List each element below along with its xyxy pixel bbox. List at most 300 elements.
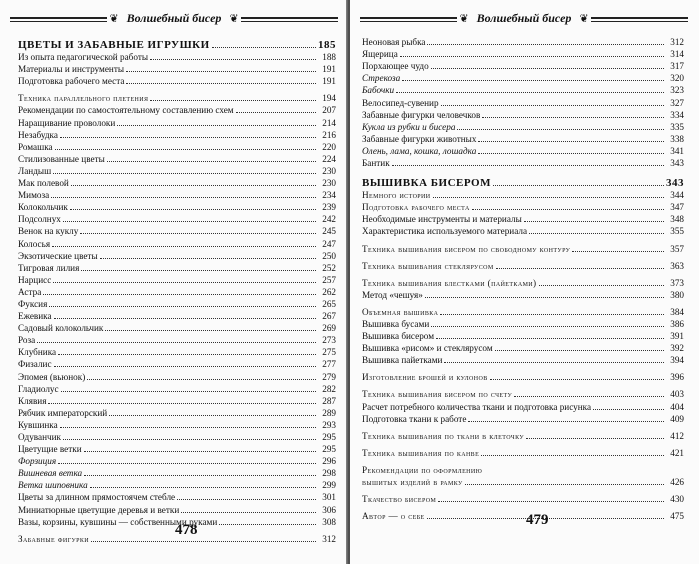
toc-leader-dots	[150, 59, 316, 60]
toc-entry	[362, 224, 684, 236]
toc-leader-dots	[514, 396, 664, 397]
toc-entry-title: Экзотические цветы	[18, 250, 98, 261]
toc-entry-title: Ткачество бисером	[362, 494, 437, 505]
toc-entry-page: 347	[670, 202, 684, 213]
header-ornament-icon: ❦	[109, 12, 119, 25]
toc-entry-page: 269	[322, 323, 336, 334]
toc-leader-dots	[126, 83, 316, 84]
toc-entry-page: 306	[322, 504, 336, 515]
toc-entry-page: 327	[670, 97, 684, 108]
toc-entry	[18, 273, 336, 285]
toc-entry-page: 343	[670, 158, 684, 169]
toc-entry	[362, 288, 684, 300]
toc-entry-page: 317	[670, 61, 684, 72]
toc-leader-dots	[80, 233, 316, 234]
toc-entry-title: Наращивание проволоки	[18, 117, 116, 128]
toc-entry-page: 404	[670, 401, 684, 412]
toc-entry-page: 277	[322, 359, 336, 370]
toc-entry-page: 282	[322, 383, 336, 394]
toc-entry-page: 273	[322, 335, 336, 346]
toc-entry-page: 380	[670, 289, 684, 300]
toc-entry-title: Миниатюрные цветущие деревья и ветки	[18, 504, 180, 515]
toc-entry	[362, 95, 684, 107]
toc-entry	[18, 297, 336, 309]
toc-entry-title: Эпомея (вьюнок)	[18, 371, 86, 382]
toc-entry	[18, 382, 336, 394]
toc-leader-dots	[436, 338, 664, 339]
toc-entry-title: Ветка шиповника	[18, 480, 88, 491]
toc-entry	[362, 492, 684, 504]
toc-entry-page: 314	[670, 49, 684, 60]
toc-entry-page: 257	[322, 274, 336, 285]
toc-entry	[362, 429, 684, 441]
toc-entry-page: 386	[670, 318, 684, 329]
toc-entry-page: 191	[322, 76, 336, 87]
toc-entry	[18, 103, 336, 115]
toc-entry-title: Астра	[18, 286, 42, 297]
toc-entry	[18, 91, 336, 103]
toc-leader-dots	[526, 438, 664, 439]
toc-entry-page: 299	[322, 480, 336, 491]
toc-leader-dots	[478, 141, 664, 142]
toc-leader-dots	[493, 185, 664, 186]
toc-entry	[18, 490, 336, 502]
toc-entry-title: Кукла из рубки и бисера	[362, 121, 456, 132]
toc-entry-title: Мак полевой	[18, 178, 69, 189]
toc-entry-title: Мимоза	[18, 190, 50, 201]
toc-entry-page: 247	[322, 238, 336, 249]
toc-entry	[18, 249, 336, 261]
toc-leader-dots	[43, 294, 316, 295]
left-page-number: 478	[175, 522, 198, 538]
toc-entry-page: 421	[670, 447, 684, 458]
toc-entry-title: Фуксия	[18, 298, 48, 309]
toc-entry	[18, 212, 336, 224]
toc-entry	[362, 305, 684, 317]
toc-entry-title: Рябчик императорский	[18, 407, 108, 418]
toc-leader-dots	[109, 415, 316, 416]
toc-entry	[18, 502, 336, 514]
toc-entry-title: Незабудка	[18, 129, 58, 140]
right-toc-list	[362, 35, 684, 521]
toc-entry-title: ВЫШИВКА БИСЕРОМ	[362, 177, 491, 190]
toc-entry-page: 207	[322, 105, 336, 116]
toc-entry-title: Нарцисс	[18, 274, 52, 285]
toc-entry-page: 296	[322, 456, 336, 467]
toc-entry-page: 185	[318, 39, 336, 51]
toc-entry-page: 242	[322, 214, 336, 225]
toc-leader-dots	[495, 350, 664, 351]
toc-leader-dots	[181, 512, 316, 513]
toc-entry	[362, 188, 684, 200]
toc-entry	[18, 369, 336, 381]
toc-entry-page: 334	[670, 109, 684, 120]
toc-leader-dots	[472, 209, 664, 210]
toc-entry-page: 323	[670, 85, 684, 96]
toc-leader-dots	[212, 47, 316, 48]
toc-leader-dots	[396, 92, 664, 93]
toc-entry-page: 344	[670, 190, 684, 201]
toc-leader-dots	[431, 68, 664, 69]
toc-entry	[362, 446, 684, 458]
toc-leader-dots	[150, 100, 316, 101]
toc-entry-page: 409	[670, 413, 684, 424]
toc-entry-page: 426	[670, 477, 684, 487]
toc-entry-title: Вышивка бусами	[362, 318, 430, 329]
toc-entry-title: Ежевика	[18, 311, 52, 322]
toc-leader-dots	[438, 501, 664, 502]
toc-entry-page: 363	[670, 260, 684, 271]
toc-entry	[362, 475, 684, 487]
toc-leader-dots	[63, 221, 316, 222]
toc-entry-page: 239	[322, 202, 336, 213]
toc-entry	[362, 353, 684, 365]
toc-entry-page: 295	[322, 432, 336, 442]
toc-entry	[18, 430, 336, 442]
toc-entry-page: 475	[670, 511, 684, 522]
header-rule-left	[10, 17, 107, 19]
toc-leader-dots	[572, 251, 664, 252]
toc-entry	[362, 509, 684, 521]
toc-entry-title: Характеристика используемого материала	[362, 226, 528, 237]
right-running-header	[360, 10, 688, 26]
toc-leader-dots	[51, 197, 316, 198]
toc-entry-page: 250	[322, 250, 336, 261]
toc-entry	[362, 144, 684, 156]
toc-entry-title: Вишневая ветка	[18, 468, 83, 479]
toc-entry-title: Бабочки	[362, 85, 395, 96]
toc-entry	[18, 140, 336, 152]
toc-entry-page: 230	[322, 178, 336, 189]
toc-entry	[362, 399, 684, 411]
toc-entry-title: Расчет потребного количества ткани и подготовка рисунка	[362, 401, 592, 412]
toc-entry-title: Рекомендации по оформлению	[362, 464, 483, 475]
toc-entry	[18, 333, 336, 345]
toc-leader-dots	[53, 173, 316, 174]
toc-entry-page: 234	[322, 190, 336, 201]
header-ornament-icon: ❦	[229, 12, 239, 25]
toc-entry	[18, 285, 336, 297]
toc-leader-dots	[431, 326, 664, 327]
toc-entry-title: Цветы за длинном прямостоячем стебле	[18, 492, 176, 503]
toc-entry-page: 357	[670, 243, 684, 254]
toc-entry-title: Колосья	[18, 238, 51, 249]
toc-entry-page: 412	[670, 430, 684, 441]
toc-leader-dots	[48, 403, 316, 404]
toc-entry-page: 341	[670, 145, 684, 156]
toc-entry	[18, 261, 336, 273]
toc-entry	[18, 115, 336, 127]
toc-leader-dots	[90, 487, 316, 488]
toc-entry-page: 312	[670, 37, 684, 48]
header-rule-right	[591, 17, 688, 19]
toc-entry	[18, 62, 336, 74]
toc-entry-title: Подготовка рабочего места	[18, 76, 125, 87]
toc-entry-page: 267	[322, 311, 336, 322]
toc-leader-dots	[55, 149, 316, 150]
toc-leader-dots	[105, 330, 316, 331]
left-page	[0, 0, 349, 564]
toc-entry-page: 308	[322, 516, 336, 527]
toc-entry-title: Физалис	[18, 359, 52, 370]
toc-entry-page: 394	[670, 355, 684, 366]
toc-leader-dots	[37, 342, 316, 343]
toc-leader-dots	[60, 137, 316, 138]
toc-leader-dots	[177, 499, 316, 500]
toc-entry	[362, 276, 684, 288]
toc-entry-page: 188	[322, 52, 336, 63]
toc-entry-page: 312	[322, 533, 336, 544]
toc-leader-dots	[117, 125, 316, 126]
left-running-header	[10, 10, 338, 26]
toc-entry	[362, 200, 684, 212]
toc-entry-title: вышитых изделий в рамку	[362, 477, 463, 487]
toc-entry-title: Одуванчик	[18, 432, 61, 442]
left-toc-list	[18, 35, 336, 544]
right-page	[350, 0, 699, 564]
toc-entry-title: Велосипед-сувенир	[362, 97, 439, 108]
toc-leader-dots	[539, 285, 665, 286]
toc-leader-dots	[49, 306, 316, 307]
toc-entry	[18, 128, 336, 140]
toc-entry-page: 430	[670, 494, 684, 505]
toc-entry-title: Кувшинка	[18, 419, 58, 430]
toc-entry	[18, 152, 336, 164]
toc-entry	[18, 200, 336, 212]
toc-leader-dots	[81, 270, 316, 271]
toc-entry	[18, 478, 336, 490]
toc-leader-dots	[52, 246, 316, 247]
toc-entry-title: Рекомендации по самостоятельному составлению схем	[18, 105, 234, 116]
toc-entry-title: Ящерица	[362, 49, 398, 60]
toc-entry	[362, 212, 684, 224]
header-title: Волшебный бисер	[126, 10, 222, 25]
toc-leader-dots	[496, 268, 664, 269]
toc-leader-dots	[482, 117, 664, 118]
toc-leader-dots	[593, 409, 664, 410]
toc-leader-dots	[425, 297, 664, 298]
toc-entry	[18, 418, 336, 430]
toc-entry-page: 343	[666, 177, 684, 190]
toc-entry-title: Венок на куклу	[18, 226, 79, 237]
toc-entry	[18, 442, 336, 454]
toc-leader-dots	[400, 56, 664, 57]
toc-leader-dots	[490, 379, 664, 380]
toc-leader-dots	[54, 366, 316, 367]
toc-entry-title: Ромашка	[18, 141, 53, 152]
toc-leader-dots	[60, 427, 316, 428]
toc-entry-title: Неоновая рыбка	[362, 37, 426, 48]
toc-entry-title: ЦВЕТЫ И ЗАБАВНЫЕ ИГРУШКИ	[18, 39, 210, 51]
toc-entry-page: 403	[670, 389, 684, 400]
toc-leader-dots	[71, 185, 316, 186]
toc-entry	[18, 321, 336, 333]
toc-leader-dots	[433, 197, 664, 198]
toc-leader-dots	[91, 541, 316, 542]
toc-entry-page: 338	[670, 133, 684, 144]
toc-leader-dots	[61, 391, 316, 392]
toc-entry-title: Техника вышивания бисером по счету	[362, 389, 513, 400]
toc-leader-dots	[524, 221, 664, 222]
toc-entry-page: 396	[670, 372, 684, 383]
toc-entry-title: Садовый колокольчик	[18, 323, 104, 334]
toc-entry-title: Стрекоза	[362, 73, 401, 84]
toc-leader-dots	[440, 314, 664, 315]
toc-entry-title: Техника параллельного плетения	[18, 93, 149, 104]
toc-entry	[362, 259, 684, 271]
toc-entry-page: 216	[322, 129, 336, 140]
toc-leader-dots	[107, 161, 316, 162]
toc-entry-title: Техника вышивания по ткани в клеточку	[362, 430, 525, 441]
header-ornament-icon: ❦	[579, 12, 589, 25]
toc-entry-title: Немного истории	[362, 190, 431, 201]
toc-entry-page: 279	[322, 371, 336, 382]
toc-entry-page: 293	[322, 419, 336, 430]
toc-entry-page: 252	[322, 262, 336, 273]
toc-entry-page: 348	[670, 214, 684, 225]
toc-leader-dots	[529, 233, 664, 234]
toc-entry-title: Колокольчик	[18, 202, 68, 213]
toc-entry	[362, 173, 684, 188]
toc-entry	[362, 156, 684, 168]
toc-entry	[18, 224, 336, 236]
toc-entry-page: 262	[322, 286, 336, 297]
toc-entry-page: 224	[322, 153, 336, 164]
toc-entry-title: Забавные фигурки животных	[362, 133, 477, 144]
toc-entry-title: Вышивка «рисом» и стеклярусом	[362, 343, 493, 354]
toc-entry	[18, 357, 336, 369]
toc-entry	[362, 35, 684, 47]
toc-entry-page: 298	[322, 468, 336, 479]
toc-entry	[362, 412, 684, 424]
toc-entry	[362, 59, 684, 71]
toc-entry-page: 194	[322, 93, 336, 104]
toc-entry-title: Порхающее чудо	[362, 61, 429, 72]
toc-entry-title: Подготовка ткани к работе	[362, 413, 467, 424]
toc-entry-title: Объемная вышивка	[362, 306, 439, 317]
toc-entry-title: Форзиция	[18, 456, 57, 467]
toc-leader-dots	[70, 209, 316, 210]
toc-leader-dots	[481, 455, 664, 456]
toc-entry	[18, 74, 336, 86]
toc-entry-title: Изготовление брошей и кулонов	[362, 372, 488, 383]
toc-entry-title: Техника вышивания бисером по свободному контуру	[362, 243, 571, 254]
toc-leader-dots	[58, 354, 316, 355]
toc-entry	[362, 463, 684, 475]
toc-entry-page: 289	[322, 407, 336, 418]
toc-entry-page: 245	[322, 226, 336, 237]
toc-entry	[18, 164, 336, 176]
toc-entry-title: Забавные фигурки человечков	[362, 109, 481, 120]
toc-entry-title: Забавные фигурки	[18, 533, 90, 544]
toc-entry-page: 320	[670, 73, 684, 84]
toc-entry-title: Роза	[18, 335, 36, 346]
toc-leader-dots	[427, 44, 664, 45]
toc-entry-title: Вышивка бисером	[362, 331, 435, 342]
toc-entry-page: 287	[322, 395, 336, 406]
toc-entry	[362, 71, 684, 83]
toc-entry-title: Гладиолус	[18, 383, 59, 394]
toc-leader-dots	[54, 318, 316, 319]
toc-leader-dots	[53, 282, 316, 283]
toc-entry-title: Метод «чешуя»	[362, 289, 423, 300]
toc-entry-page: 373	[670, 277, 684, 288]
toc-entry-title: Вышивка пайетками	[362, 355, 443, 366]
toc-leader-dots	[126, 71, 316, 72]
toc-leader-dots	[468, 421, 664, 422]
toc-entry-title: Олень, лама, кошка, лошадка	[362, 145, 477, 156]
toc-entry-page: 265	[322, 298, 336, 309]
toc-entry	[18, 345, 336, 357]
toc-leader-dots	[457, 129, 664, 130]
toc-leader-dots	[100, 258, 316, 259]
toc-leader-dots	[84, 451, 316, 452]
right-page-number: 479	[526, 512, 549, 528]
toc-entry	[18, 406, 336, 418]
toc-leader-dots	[58, 463, 316, 464]
toc-entry	[362, 47, 684, 59]
toc-entry	[18, 50, 336, 62]
toc-entry-title: Стилизованные цветы	[18, 153, 105, 164]
toc-entry-title: Тигровая лилия	[18, 262, 80, 273]
header-title: Волшебный бисер	[476, 10, 572, 25]
toc-entry	[18, 454, 336, 466]
toc-entry-page: 220	[322, 141, 336, 152]
toc-entry-title: Бантик	[362, 158, 390, 169]
toc-entry-page: 392	[670, 343, 684, 354]
toc-entry-title: Ландыш	[18, 165, 52, 176]
toc-entry-page: 214	[322, 117, 336, 128]
toc-entry	[362, 370, 684, 382]
toc-entry-page: 275	[322, 347, 336, 358]
toc-entry-title: Клубника	[18, 347, 57, 358]
toc-entry-title: Техника вышивания стеклярусом	[362, 260, 494, 271]
toc-entry-page: 391	[670, 331, 684, 342]
toc-leader-dots	[84, 475, 316, 476]
header-rule-left	[360, 17, 457, 19]
toc-leader-dots	[392, 165, 664, 166]
toc-leader-dots	[465, 484, 664, 485]
toc-entry	[18, 309, 336, 321]
toc-entry	[18, 35, 336, 50]
toc-entry	[362, 317, 684, 329]
toc-entry	[18, 176, 336, 188]
toc-entry-title: Клявия	[18, 395, 47, 406]
toc-entry-title: Цветущие ветки	[18, 444, 82, 455]
toc-leader-dots	[87, 379, 316, 380]
toc-entry	[362, 329, 684, 341]
toc-entry	[18, 236, 336, 248]
toc-leader-dots	[219, 524, 316, 525]
header-ornament-icon: ❦	[459, 12, 469, 25]
toc-leader-dots	[236, 112, 316, 113]
toc-entry	[362, 120, 684, 132]
toc-entry-page: 301	[322, 492, 336, 503]
toc-entry-title: Подсолнух	[18, 214, 61, 225]
toc-entry	[362, 108, 684, 120]
toc-entry-page: 355	[670, 226, 684, 237]
toc-entry	[362, 132, 684, 144]
toc-entry	[18, 466, 336, 478]
toc-entry-page: 191	[322, 64, 336, 75]
toc-entry	[18, 394, 336, 406]
toc-leader-dots	[441, 105, 664, 106]
toc-entry	[362, 241, 684, 253]
toc-entry-title: Необходимые инструменты и материалы	[362, 214, 522, 225]
toc-entry	[362, 83, 684, 95]
toc-entry	[362, 387, 684, 399]
toc-leader-dots	[402, 80, 664, 81]
